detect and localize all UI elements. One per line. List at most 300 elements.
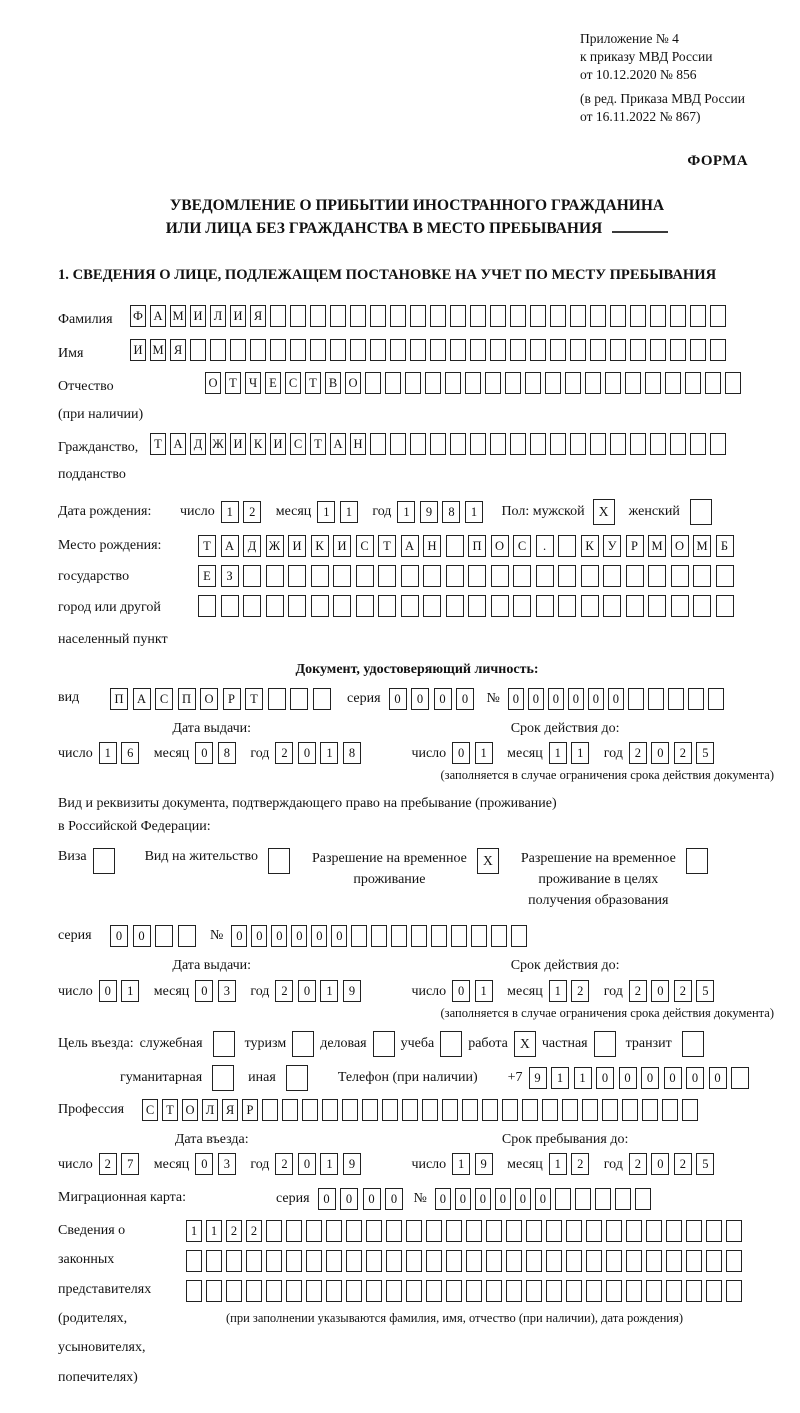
char-box[interactable]: 0: [434, 688, 452, 710]
char-box[interactable]: [466, 1250, 482, 1272]
char-box[interactable]: 1: [571, 742, 589, 764]
char-box[interactable]: 0: [651, 742, 669, 764]
char-box[interactable]: 5: [696, 742, 714, 764]
char-box[interactable]: Е: [265, 372, 281, 394]
char-box[interactable]: [430, 339, 446, 361]
char-box[interactable]: [362, 1099, 378, 1121]
char-box[interactable]: [626, 1250, 642, 1272]
char-box[interactable]: 1: [320, 980, 338, 1002]
char-box[interactable]: 0: [651, 980, 669, 1002]
char-box[interactable]: [322, 1099, 338, 1121]
char-box[interactable]: [566, 1220, 582, 1242]
char-box[interactable]: 0: [515, 1188, 531, 1210]
char-box[interactable]: [693, 565, 711, 587]
char-box[interactable]: [546, 1250, 562, 1272]
char-box[interactable]: [581, 595, 599, 617]
char-box[interactable]: 2: [674, 980, 692, 1002]
char-box[interactable]: [286, 1250, 302, 1272]
char-box[interactable]: 1: [475, 980, 493, 1002]
char-box[interactable]: О: [200, 688, 218, 710]
char-box[interactable]: [648, 565, 666, 587]
char-box[interactable]: [333, 565, 351, 587]
char-box[interactable]: [366, 1250, 382, 1272]
char-box[interactable]: 0: [608, 688, 624, 710]
purpose-tourism-checkbox[interactable]: [292, 1031, 314, 1057]
char-box[interactable]: Л: [210, 305, 226, 327]
char-box[interactable]: [330, 339, 346, 361]
char-box[interactable]: Т: [150, 433, 166, 455]
char-box[interactable]: [726, 1220, 742, 1242]
char-box[interactable]: [550, 339, 566, 361]
char-box[interactable]: 3: [218, 980, 236, 1002]
char-box[interactable]: [510, 339, 526, 361]
char-box[interactable]: С: [142, 1099, 158, 1121]
char-box[interactable]: [526, 1220, 542, 1242]
char-box[interactable]: И: [230, 305, 246, 327]
char-box[interactable]: А: [330, 433, 346, 455]
char-box[interactable]: 5: [696, 980, 714, 1002]
char-box[interactable]: [356, 595, 374, 617]
char-box[interactable]: 0: [535, 1188, 551, 1210]
char-box[interactable]: 2: [275, 980, 293, 1002]
char-box[interactable]: [491, 925, 507, 947]
char-box[interactable]: [590, 339, 606, 361]
char-box[interactable]: Е: [198, 565, 216, 587]
char-box[interactable]: Б: [716, 535, 734, 557]
char-box[interactable]: [630, 433, 646, 455]
char-box[interactable]: [510, 305, 526, 327]
char-box[interactable]: А: [401, 535, 419, 557]
char-box[interactable]: [330, 305, 346, 327]
char-box[interactable]: [602, 1099, 618, 1121]
char-box[interactable]: [646, 1220, 662, 1242]
char-box[interactable]: 0: [251, 925, 267, 947]
char-box[interactable]: [690, 339, 706, 361]
char-box[interactable]: К: [311, 535, 329, 557]
char-box[interactable]: [313, 688, 331, 710]
char-box[interactable]: [406, 1280, 422, 1302]
char-box[interactable]: [243, 565, 261, 587]
char-box[interactable]: [310, 339, 326, 361]
char-box[interactable]: [290, 339, 306, 361]
char-box[interactable]: [266, 565, 284, 587]
char-box[interactable]: [450, 339, 466, 361]
char-box[interactable]: 1: [186, 1220, 202, 1242]
char-box[interactable]: 0: [619, 1067, 637, 1089]
edu-permit-checkbox[interactable]: [686, 848, 708, 874]
char-box[interactable]: [628, 688, 644, 710]
char-box[interactable]: А: [221, 535, 239, 557]
char-box[interactable]: [586, 1280, 602, 1302]
char-box[interactable]: [482, 1099, 498, 1121]
char-box[interactable]: 1: [121, 980, 139, 1002]
char-box[interactable]: [650, 339, 666, 361]
char-box[interactable]: [558, 595, 576, 617]
char-box[interactable]: 9: [343, 1153, 361, 1175]
char-box[interactable]: [288, 565, 306, 587]
char-box[interactable]: 3: [218, 1153, 236, 1175]
char-box[interactable]: [302, 1099, 318, 1121]
char-box[interactable]: И: [270, 433, 286, 455]
char-box[interactable]: 0: [271, 925, 287, 947]
purpose-official-checkbox[interactable]: [213, 1031, 235, 1057]
char-box[interactable]: [346, 1280, 362, 1302]
char-box[interactable]: [570, 433, 586, 455]
char-box[interactable]: [626, 1280, 642, 1302]
char-box[interactable]: 0: [331, 925, 347, 947]
char-box[interactable]: [731, 1067, 749, 1089]
char-box[interactable]: [710, 305, 726, 327]
char-box[interactable]: [705, 372, 721, 394]
char-box[interactable]: 0: [340, 1188, 358, 1210]
char-box[interactable]: 1: [317, 501, 335, 523]
char-box[interactable]: О: [671, 535, 689, 557]
char-box[interactable]: [688, 688, 704, 710]
char-box[interactable]: [246, 1250, 262, 1272]
char-box[interactable]: 0: [311, 925, 327, 947]
char-box[interactable]: [546, 1220, 562, 1242]
char-box[interactable]: [615, 1188, 631, 1210]
char-box[interactable]: 2: [571, 1153, 589, 1175]
char-box[interactable]: [426, 1220, 442, 1242]
char-box[interactable]: 2: [275, 1153, 293, 1175]
char-box[interactable]: 2: [629, 980, 647, 1002]
char-box[interactable]: 0: [641, 1067, 659, 1089]
char-box[interactable]: [605, 372, 621, 394]
char-box[interactable]: [570, 305, 586, 327]
char-box[interactable]: [603, 595, 621, 617]
char-box[interactable]: [290, 688, 308, 710]
char-box[interactable]: 0: [664, 1067, 682, 1089]
char-box[interactable]: [510, 433, 526, 455]
char-box[interactable]: [268, 688, 286, 710]
char-box[interactable]: [586, 1220, 602, 1242]
char-box[interactable]: [350, 305, 366, 327]
char-box[interactable]: [206, 1280, 222, 1302]
char-box[interactable]: Р: [223, 688, 241, 710]
char-box[interactable]: [410, 305, 426, 327]
char-box[interactable]: 0: [411, 688, 429, 710]
char-box[interactable]: И: [333, 535, 351, 557]
char-box[interactable]: [468, 565, 486, 587]
char-box[interactable]: Я: [222, 1099, 238, 1121]
char-box[interactable]: [566, 1280, 582, 1302]
char-box[interactable]: [385, 372, 401, 394]
char-box[interactable]: [306, 1220, 322, 1242]
char-box[interactable]: 0: [596, 1067, 614, 1089]
char-box[interactable]: [210, 339, 226, 361]
char-box[interactable]: 0: [291, 925, 307, 947]
char-box[interactable]: [555, 1188, 571, 1210]
char-box[interactable]: [446, 595, 464, 617]
char-box[interactable]: [226, 1280, 242, 1302]
char-box[interactable]: [471, 925, 487, 947]
char-box[interactable]: [221, 595, 239, 617]
char-box[interactable]: 2: [674, 1153, 692, 1175]
char-box[interactable]: А: [170, 433, 186, 455]
char-box[interactable]: [426, 1280, 442, 1302]
char-box[interactable]: 0: [435, 1188, 451, 1210]
female-checkbox[interactable]: [690, 499, 712, 525]
char-box[interactable]: Р: [242, 1099, 258, 1121]
char-box[interactable]: С: [285, 372, 301, 394]
char-box[interactable]: А: [133, 688, 151, 710]
char-box[interactable]: 0: [298, 742, 316, 764]
char-box[interactable]: 0: [548, 688, 564, 710]
char-box[interactable]: 0: [495, 1188, 511, 1210]
char-box[interactable]: 0: [298, 1153, 316, 1175]
char-box[interactable]: [486, 1280, 502, 1302]
char-box[interactable]: [513, 565, 531, 587]
char-box[interactable]: 1: [397, 501, 415, 523]
char-box[interactable]: [606, 1220, 622, 1242]
char-box[interactable]: [462, 1099, 478, 1121]
char-box[interactable]: 5: [696, 1153, 714, 1175]
char-box[interactable]: [266, 1250, 282, 1272]
char-box[interactable]: [513, 595, 531, 617]
char-box[interactable]: 2: [629, 1153, 647, 1175]
char-box[interactable]: [342, 1099, 358, 1121]
char-box[interactable]: 1: [320, 1153, 338, 1175]
char-box[interactable]: [333, 595, 351, 617]
char-box[interactable]: [401, 565, 419, 587]
char-box[interactable]: [470, 305, 486, 327]
char-box[interactable]: 2: [243, 501, 261, 523]
char-box[interactable]: 0: [195, 1153, 213, 1175]
char-box[interactable]: [545, 372, 561, 394]
char-box[interactable]: Т: [245, 688, 263, 710]
char-box[interactable]: [286, 1220, 302, 1242]
char-box[interactable]: Т: [378, 535, 396, 557]
char-box[interactable]: [262, 1099, 278, 1121]
char-box[interactable]: [550, 433, 566, 455]
char-box[interactable]: [405, 372, 421, 394]
char-box[interactable]: [446, 565, 464, 587]
char-box[interactable]: [401, 595, 419, 617]
char-box[interactable]: [693, 595, 711, 617]
char-box[interactable]: 1: [320, 742, 338, 764]
char-box[interactable]: [485, 372, 501, 394]
male-checkbox[interactable]: X: [593, 499, 615, 525]
char-box[interactable]: [356, 565, 374, 587]
char-box[interactable]: [178, 925, 196, 947]
char-box[interactable]: 7: [121, 1153, 139, 1175]
char-box[interactable]: [386, 1280, 402, 1302]
char-box[interactable]: Я: [170, 339, 186, 361]
char-box[interactable]: Ч: [245, 372, 261, 394]
char-box[interactable]: О: [345, 372, 361, 394]
char-box[interactable]: [186, 1280, 202, 1302]
char-box[interactable]: [466, 1280, 482, 1302]
char-box[interactable]: [595, 1188, 611, 1210]
char-box[interactable]: [505, 372, 521, 394]
char-box[interactable]: 0: [456, 688, 474, 710]
char-box[interactable]: И: [288, 535, 306, 557]
char-box[interactable]: 1: [549, 1153, 567, 1175]
char-box[interactable]: И: [190, 305, 206, 327]
char-box[interactable]: [671, 565, 689, 587]
char-box[interactable]: О: [182, 1099, 198, 1121]
char-box[interactable]: [491, 565, 509, 587]
char-box[interactable]: [446, 1220, 462, 1242]
char-box[interactable]: [490, 339, 506, 361]
char-box[interactable]: [522, 1099, 538, 1121]
char-box[interactable]: [530, 305, 546, 327]
char-box[interactable]: 1: [574, 1067, 592, 1089]
char-box[interactable]: [266, 595, 284, 617]
char-box[interactable]: [282, 1099, 298, 1121]
char-box[interactable]: 1: [465, 501, 483, 523]
char-box[interactable]: Л: [202, 1099, 218, 1121]
char-box[interactable]: 1: [452, 1153, 470, 1175]
char-box[interactable]: [566, 1250, 582, 1272]
purpose-study-checkbox[interactable]: [440, 1031, 462, 1057]
char-box[interactable]: [502, 1099, 518, 1121]
char-box[interactable]: [665, 372, 681, 394]
char-box[interactable]: М: [693, 535, 711, 557]
char-box[interactable]: 0: [195, 742, 213, 764]
char-box[interactable]: [642, 1099, 658, 1121]
char-box[interactable]: [536, 565, 554, 587]
char-box[interactable]: [622, 1099, 638, 1121]
char-box[interactable]: 6: [121, 742, 139, 764]
char-box[interactable]: [206, 1250, 222, 1272]
char-box[interactable]: [226, 1250, 242, 1272]
char-box[interactable]: 1: [206, 1220, 222, 1242]
char-box[interactable]: [326, 1250, 342, 1272]
char-box[interactable]: [626, 565, 644, 587]
char-box[interactable]: 0: [99, 980, 117, 1002]
residence-permit-checkbox[interactable]: [268, 848, 290, 874]
char-box[interactable]: [246, 1280, 262, 1302]
char-box[interactable]: [402, 1099, 418, 1121]
char-box[interactable]: [610, 433, 626, 455]
char-box[interactable]: [506, 1250, 522, 1272]
char-box[interactable]: [570, 339, 586, 361]
char-box[interactable]: [391, 925, 407, 947]
char-box[interactable]: [686, 1280, 702, 1302]
char-box[interactable]: 9: [420, 501, 438, 523]
char-box[interactable]: [625, 372, 641, 394]
char-box[interactable]: [190, 339, 206, 361]
char-box[interactable]: [603, 565, 621, 587]
char-box[interactable]: 2: [99, 1153, 117, 1175]
char-box[interactable]: 0: [298, 980, 316, 1002]
char-box[interactable]: И: [230, 433, 246, 455]
char-box[interactable]: [470, 339, 486, 361]
char-box[interactable]: [670, 305, 686, 327]
char-box[interactable]: [288, 595, 306, 617]
char-box[interactable]: [635, 1188, 651, 1210]
char-box[interactable]: [350, 339, 366, 361]
char-box[interactable]: [725, 372, 741, 394]
char-box[interactable]: 2: [226, 1220, 242, 1242]
char-box[interactable]: П: [178, 688, 196, 710]
char-box[interactable]: [726, 1250, 742, 1272]
char-box[interactable]: [466, 1220, 482, 1242]
char-box[interactable]: 0: [318, 1188, 336, 1210]
purpose-private-checkbox[interactable]: [594, 1031, 616, 1057]
char-box[interactable]: [186, 1250, 202, 1272]
char-box[interactable]: [266, 1220, 282, 1242]
char-box[interactable]: [650, 305, 666, 327]
char-box[interactable]: [486, 1220, 502, 1242]
char-box[interactable]: [366, 1280, 382, 1302]
char-box[interactable]: 1: [551, 1067, 569, 1089]
char-box[interactable]: Т: [198, 535, 216, 557]
char-box[interactable]: [430, 305, 446, 327]
char-box[interactable]: [446, 535, 464, 557]
char-box[interactable]: 0: [133, 925, 151, 947]
char-box[interactable]: [426, 1250, 442, 1272]
char-box[interactable]: [422, 1099, 438, 1121]
char-box[interactable]: [666, 1280, 682, 1302]
char-box[interactable]: [306, 1280, 322, 1302]
char-box[interactable]: [250, 339, 266, 361]
char-box[interactable]: [710, 433, 726, 455]
char-box[interactable]: Т: [310, 433, 326, 455]
char-box[interactable]: [511, 925, 527, 947]
char-box[interactable]: [716, 595, 734, 617]
char-box[interactable]: [306, 1250, 322, 1272]
char-box[interactable]: 1: [475, 742, 493, 764]
char-box[interactable]: [506, 1220, 522, 1242]
char-box[interactable]: [366, 1220, 382, 1242]
char-box[interactable]: [670, 339, 686, 361]
char-box[interactable]: [558, 535, 576, 557]
char-box[interactable]: [310, 305, 326, 327]
char-box[interactable]: [230, 339, 246, 361]
char-box[interactable]: [606, 1250, 622, 1272]
char-box[interactable]: [410, 433, 426, 455]
char-box[interactable]: [671, 595, 689, 617]
char-box[interactable]: [270, 305, 286, 327]
char-box[interactable]: [450, 433, 466, 455]
char-box[interactable]: 1: [549, 742, 567, 764]
char-box[interactable]: [690, 433, 706, 455]
char-box[interactable]: 0: [455, 1188, 471, 1210]
char-box[interactable]: [666, 1220, 682, 1242]
char-box[interactable]: [378, 565, 396, 587]
char-box[interactable]: 0: [110, 925, 128, 947]
char-box[interactable]: 2: [275, 742, 293, 764]
char-box[interactable]: [450, 305, 466, 327]
char-box[interactable]: [243, 595, 261, 617]
purpose-humanitarian-checkbox[interactable]: [212, 1065, 234, 1091]
temp-permit-checkbox[interactable]: X: [477, 848, 499, 874]
char-box[interactable]: [406, 1220, 422, 1242]
char-box[interactable]: 0: [452, 980, 470, 1002]
char-box[interactable]: [486, 1250, 502, 1272]
char-box[interactable]: С: [513, 535, 531, 557]
char-box[interactable]: [575, 1188, 591, 1210]
char-box[interactable]: [506, 1280, 522, 1302]
char-box[interactable]: [606, 1280, 622, 1302]
char-box[interactable]: [630, 339, 646, 361]
char-box[interactable]: 8: [442, 501, 460, 523]
char-box[interactable]: [666, 1250, 682, 1272]
char-box[interactable]: О: [205, 372, 221, 394]
char-box[interactable]: 0: [385, 1188, 403, 1210]
char-box[interactable]: [491, 595, 509, 617]
char-box[interactable]: [668, 688, 684, 710]
char-box[interactable]: [446, 1250, 462, 1272]
char-box[interactable]: [648, 595, 666, 617]
char-box[interactable]: [451, 925, 467, 947]
char-box[interactable]: [326, 1220, 342, 1242]
char-box[interactable]: [465, 372, 481, 394]
char-box[interactable]: И: [130, 339, 146, 361]
